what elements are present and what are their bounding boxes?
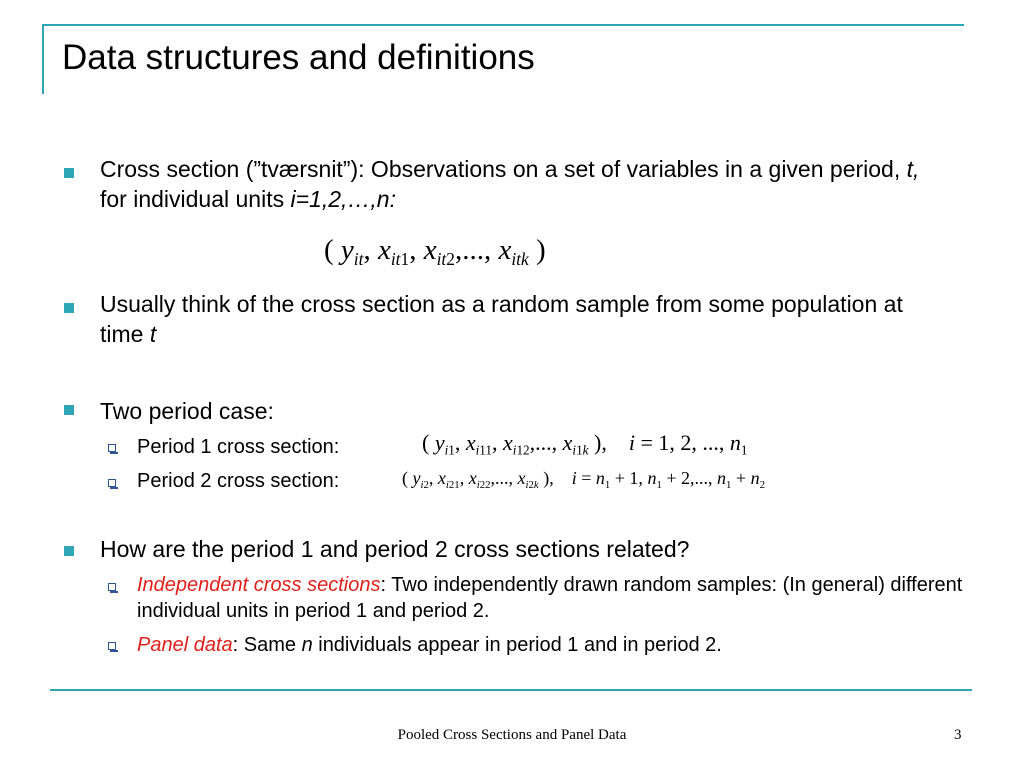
bullet-cross-section: Cross section (”tværsnit”): Observations on a set of variables in a given period, t, for individual units i=1,2,…,n: <box>100 156 920 212</box>
bottom-rule <box>50 689 972 691</box>
bullet-marker <box>64 168 74 178</box>
period1-label: Period 1 cross section: <box>137 436 340 458</box>
sub-bullet-marker <box>108 479 116 487</box>
footer-title: Pooled Cross Sections and Panel Data <box>397 727 627 743</box>
bullet-marker <box>64 303 74 313</box>
page-number: 3 <box>954 727 962 743</box>
top-rule <box>44 24 964 26</box>
slide-title: Data structures and definitions <box>62 38 535 77</box>
bullet-two-period: Two period case: <box>100 398 274 424</box>
bullet-marker <box>64 405 74 415</box>
formula-period2: ( $y_{i2}$, $x_{i21}$, $x_{i22}$,..., $x_{i2k}$ ), $i = n_1 + 1$, $n_1 + 2$,..., $n_1 + n_2$ <box>402 468 765 491</box>
sub-bullet-marker <box>108 444 116 452</box>
independent-cross-sections-item: Independent cross sections: Two independently drawn random samples: (In general) different individual units in period 1 and period 2. <box>137 574 963 622</box>
left-rule <box>42 24 44 94</box>
sub-bullet-marker <box>108 642 116 650</box>
bullet-marker <box>64 546 74 556</box>
panel-data-item: Panel data: Same n individuals appear in period 1 and in period 2. <box>137 634 722 656</box>
period2-label: Period 2 cross section: <box>137 470 340 492</box>
sub-bullet-marker <box>108 583 116 591</box>
formula-period1: ( $y_{i1}$, $x_{i11}$, $x_{i12}$,..., $x_{i1k}$ ), i = 1, 2, ..., $n_1$ <box>422 430 748 458</box>
formula-cross-section-tuple: ( $y_{it}$, $x_{it1}$, $x_{it2}$,..., $x_{itk}$ ) <box>324 234 546 270</box>
bullet-random-sample: Usually think of the cross section as a random sample from some population at time t <box>100 291 903 347</box>
bullet-relation-question: How are the period 1 and period 2 cross sections related? <box>100 536 690 562</box>
